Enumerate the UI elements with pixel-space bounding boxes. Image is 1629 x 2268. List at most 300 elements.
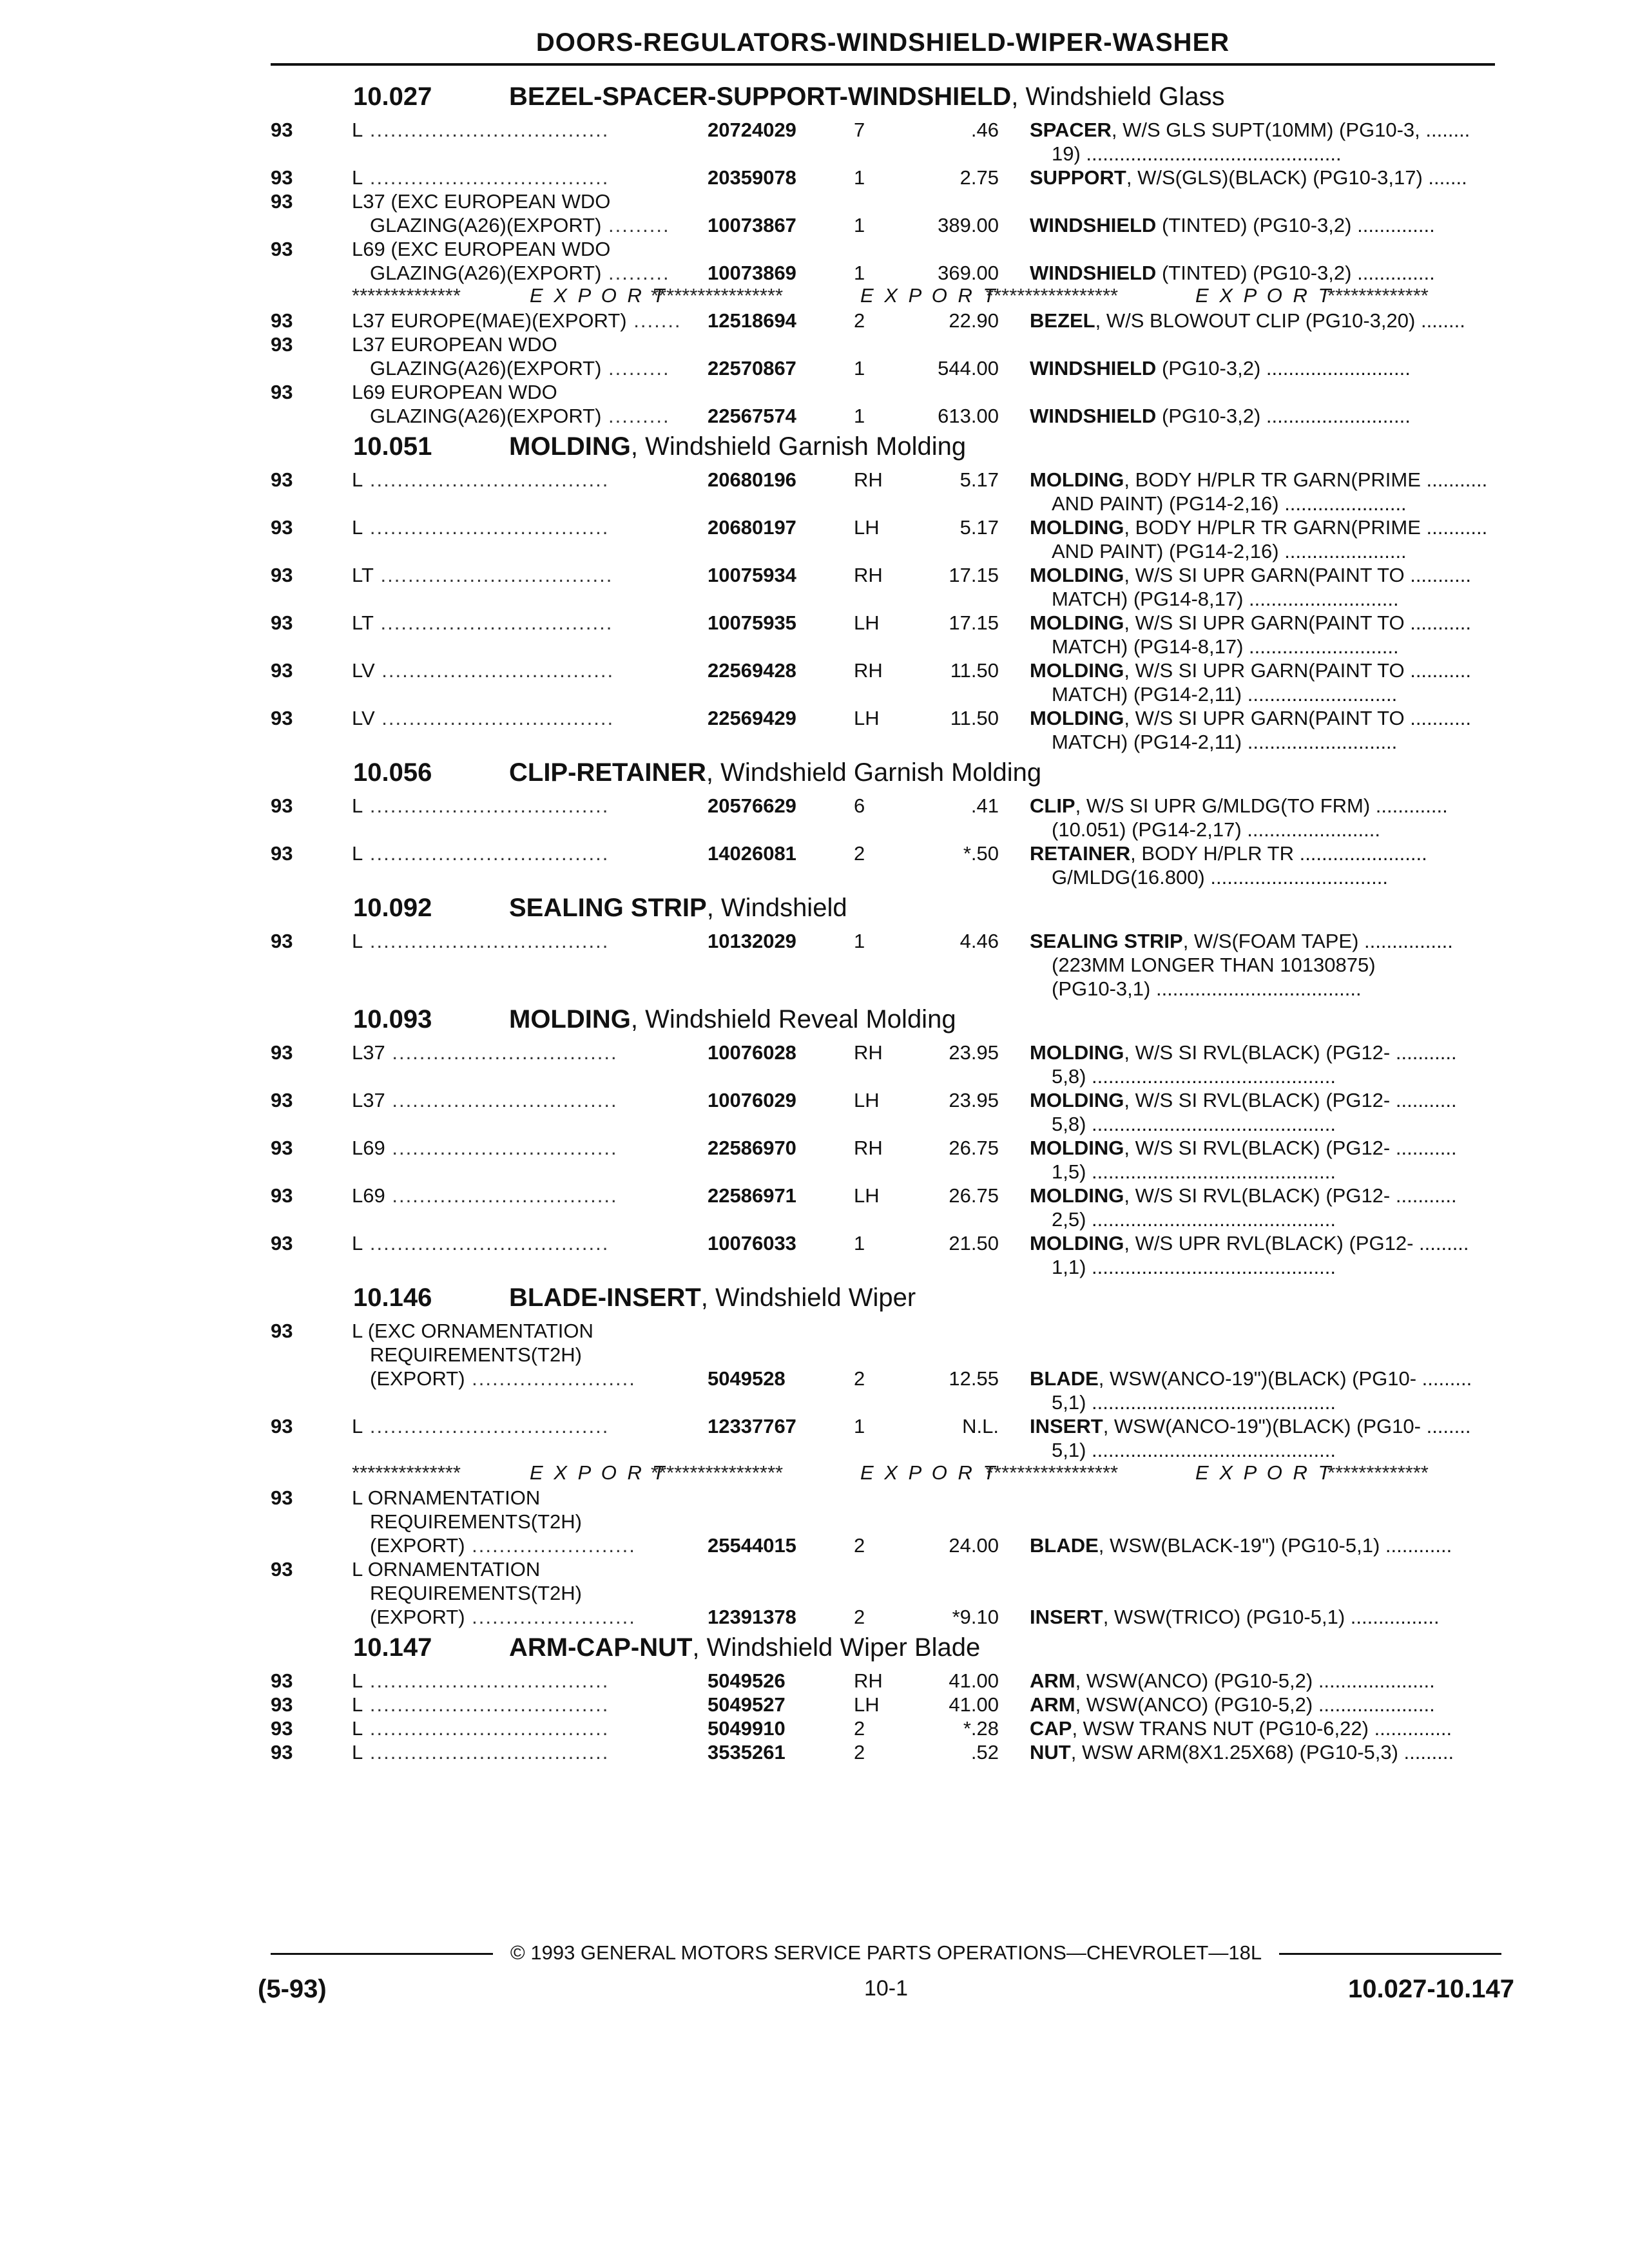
leader-dots: ........ — [1420, 1415, 1471, 1437]
section-title-subject: , Windshield Garnish Molding — [706, 758, 1042, 787]
table-row — [0, 467, 1629, 491]
price: 22.90 — [949, 309, 999, 332]
part-description — [1030, 357, 1411, 380]
usage-description — [370, 1367, 636, 1390]
leader-dots: ........... — [1404, 611, 1471, 634]
table-row — [0, 539, 1629, 562]
part-description — [1030, 1041, 1457, 1064]
usage-text: L — [352, 842, 363, 865]
section-title-part: CLIP-RETAINER — [509, 758, 706, 787]
part-description — [1052, 1391, 1336, 1414]
usage-description — [352, 1089, 618, 1112]
page-title: DOORS-REGULATORS-WINDSHIELD-WIPER-WASHER — [535, 28, 1230, 57]
part-description — [1052, 954, 1376, 977]
leader-dots: ........... — [1420, 516, 1488, 539]
leader-dots: ........... — [1390, 1089, 1457, 1111]
divider-stars: ***************** — [986, 284, 1119, 307]
model-year: 93 — [271, 190, 293, 213]
part-detail: , W/S SI UPR GARN(PAINT TO — [1124, 659, 1405, 682]
part-name: SUPPORT — [1030, 166, 1126, 189]
part-number: 12518694 — [708, 309, 796, 332]
leader-dots: ............. — [1370, 794, 1448, 817]
part-description — [1030, 611, 1471, 635]
price: N.L. — [962, 1415, 999, 1437]
quantity: 2 — [854, 842, 865, 865]
model-year: 93 — [271, 309, 293, 332]
usage-description — [352, 842, 609, 865]
usage-text: L ORNAMENTATION — [352, 1558, 541, 1581]
part-detail: , W/S SI UPR GARN(PAINT TO — [1124, 564, 1405, 586]
part-description — [1030, 1669, 1435, 1693]
leader-dots: .......................... — [1260, 405, 1411, 427]
usage-description — [352, 166, 609, 189]
section-number: 10.093 — [353, 1005, 432, 1033]
table-row — [0, 1692, 1629, 1716]
part-number: 22586971 — [708, 1184, 796, 1207]
leader-dots: .............. — [1351, 262, 1435, 284]
leader-dots: ................................... — [363, 516, 610, 539]
part-name: MOLDING — [1030, 1184, 1124, 1207]
table-row — [0, 817, 1629, 841]
part-number: 22567574 — [708, 405, 796, 427]
table-row — [0, 308, 1629, 332]
part-number: 22569428 — [708, 659, 796, 682]
section-title — [509, 432, 966, 461]
usage-description — [370, 1343, 582, 1367]
model-year: 93 — [271, 1232, 293, 1254]
usage-text: GLAZING(A26)(EXPORT) — [370, 357, 602, 380]
part-number: 20576629 — [708, 794, 796, 817]
export-label: E X P O R T — [860, 284, 998, 307]
price: 23.95 — [949, 1089, 999, 1111]
part-name: MOLDING — [1030, 1041, 1124, 1064]
section-title-subject: , Windshield Glass — [1011, 82, 1225, 111]
part-number: 5049528 — [708, 1367, 786, 1390]
model-year: 93 — [271, 1669, 293, 1692]
leader-dots: ........................... — [1243, 635, 1399, 658]
usage-text: L69 — [352, 1137, 385, 1159]
part-detail: 1,5) — [1052, 1160, 1086, 1183]
leader-dots: ........... — [1390, 1041, 1457, 1064]
copyright-notice: © 1993 GENERAL MOTORS SERVICE PARTS OPERATIONS—CHEVROLET—18L — [510, 1941, 1262, 1964]
leader-dots: ............................................ — [1086, 1208, 1336, 1231]
leader-dots: .............. — [1351, 214, 1435, 236]
part-detail: (TINTED) (PG10-3,2) — [1156, 214, 1352, 236]
quantity: RH — [854, 1137, 883, 1159]
usage-description — [352, 1741, 609, 1764]
table-row — [0, 928, 1629, 952]
model-year: 93 — [271, 1486, 293, 1509]
section-title-part: BEZEL-SPACER-SUPPORT-WINDSHIELD — [509, 82, 1012, 111]
usage-text: REQUIREMENTS(T2H) — [370, 1582, 582, 1604]
leader-dots: ..................... — [1313, 1669, 1435, 1692]
part-name: ARM — [1030, 1693, 1075, 1716]
leader-dots: ....................... — [1293, 842, 1427, 865]
part-detail: MATCH) (PG14-8,17) — [1052, 588, 1244, 610]
table-row — [0, 658, 1629, 682]
part-name: BLADE — [1030, 1367, 1099, 1390]
part-name: WINDSHIELD — [1030, 262, 1157, 284]
price: *.28 — [963, 1717, 999, 1740]
leader-dots: ...................... — [1278, 492, 1407, 515]
part-name: CLIP — [1030, 794, 1075, 817]
usage-description — [370, 262, 670, 285]
leader-dots: ................................. — [385, 1184, 618, 1207]
leader-dots: ..................................... — [1150, 977, 1362, 1000]
leader-dots: ........... — [1404, 659, 1471, 682]
table-row — [0, 1668, 1629, 1692]
quantity: 1 — [854, 262, 865, 284]
part-name: MOLDING — [1030, 564, 1124, 586]
price: 21.50 — [949, 1232, 999, 1254]
part-detail: , BODY H/PLR TR GARN(PRIME — [1124, 468, 1421, 491]
part-description — [1030, 1741, 1454, 1764]
price: 41.00 — [949, 1669, 999, 1692]
leader-dots: ........................... — [1242, 683, 1398, 706]
model-year: 93 — [271, 166, 293, 189]
model-year: 93 — [271, 707, 293, 729]
leader-dots: ................................... — [363, 1741, 610, 1763]
part-name: MOLDING — [1030, 1089, 1124, 1111]
part-description — [1052, 866, 1388, 889]
part-description — [1030, 707, 1471, 730]
divider-stars: ************* — [1327, 1461, 1429, 1484]
table-row — [0, 141, 1629, 165]
leader-dots: ................................ — [1204, 866, 1388, 889]
table-row — [0, 1390, 1629, 1414]
usage-text: L69 EUROPEAN WDO — [352, 381, 557, 403]
part-name: NUT — [1030, 1741, 1071, 1763]
price: 544.00 — [938, 357, 999, 380]
part-description — [1030, 468, 1487, 492]
table-row — [0, 1485, 1629, 1509]
part-number: 20680196 — [708, 468, 796, 491]
part-number: 25544015 — [708, 1534, 796, 1557]
part-detail: MATCH) (PG14-2,11) — [1052, 731, 1242, 753]
leader-dots: ........................ — [1241, 818, 1380, 841]
leader-dots: ................................... — [363, 119, 610, 141]
section-title-part: MOLDING — [509, 432, 631, 461]
table-row — [0, 332, 1629, 356]
usage-text: REQUIREMENTS(T2H) — [370, 1510, 582, 1533]
usage-description — [352, 309, 682, 332]
table-row — [0, 117, 1629, 141]
price: 17.15 — [949, 564, 999, 586]
table-row — [0, 1231, 1629, 1254]
divider-stars: ************** — [352, 284, 461, 307]
leader-dots: ........... — [1404, 564, 1471, 586]
table-row — [0, 491, 1629, 515]
usage-description — [352, 1693, 609, 1716]
usage-text: (EXPORT) — [370, 1534, 465, 1557]
part-description — [1052, 1113, 1336, 1136]
usage-description — [352, 1184, 618, 1207]
table-row — [0, 610, 1629, 634]
model-year: 93 — [271, 1717, 293, 1740]
part-description — [1052, 142, 1342, 166]
part-description — [1030, 1693, 1435, 1716]
table-row — [0, 1716, 1629, 1740]
part-description — [1030, 1367, 1472, 1390]
price: 41.00 — [949, 1693, 999, 1716]
leader-dots: ......... — [601, 357, 670, 380]
part-name: INSERT — [1030, 1415, 1103, 1437]
table-row — [0, 952, 1629, 976]
usage-text: GLAZING(A26)(EXPORT) — [370, 405, 602, 427]
part-name: SPACER — [1030, 119, 1112, 141]
table-row — [0, 865, 1629, 889]
part-number: 5049526 — [708, 1669, 786, 1692]
part-detail: 2,5) — [1052, 1208, 1086, 1231]
section-title-subject: , Windshield Reveal Molding — [630, 1005, 956, 1033]
price: 5.17 — [959, 516, 999, 539]
table-row — [0, 729, 1629, 753]
part-description — [1030, 516, 1487, 539]
revision-date: (5-93) — [258, 1975, 327, 2003]
part-name: INSERT — [1030, 1606, 1103, 1628]
usage-text: L — [352, 930, 363, 952]
usage-text: L — [352, 1232, 363, 1254]
usage-text: L — [352, 794, 363, 817]
quantity: RH — [854, 468, 883, 491]
usage-text: L69 (EXC EUROPEAN WDO — [352, 238, 611, 260]
usage-description — [352, 1041, 618, 1064]
usage-text: L — [352, 166, 363, 189]
table-row — [0, 1159, 1629, 1183]
part-description — [1030, 1232, 1469, 1255]
leader-dots: ............................................ — [1086, 1256, 1336, 1278]
usage-text: L — [352, 1741, 363, 1763]
usage-description — [370, 1510, 582, 1533]
part-number: 10073869 — [708, 262, 796, 284]
price: 11.50 — [950, 707, 999, 729]
table-row — [0, 1135, 1629, 1159]
part-number: 10076029 — [708, 1089, 796, 1111]
leader-dots: ................................... — [363, 166, 610, 189]
usage-description — [352, 1558, 540, 1581]
section-number: 10.027 — [353, 82, 432, 111]
part-description — [1030, 214, 1435, 237]
leader-dots: ........................... — [1242, 731, 1398, 753]
part-detail: , W/S SI UPR G/MLDG(TO FRM) — [1075, 794, 1371, 817]
section-number: 10.051 — [353, 432, 432, 461]
leader-dots: ......... — [601, 405, 670, 427]
table-row — [0, 189, 1629, 213]
section-number: 10.092 — [353, 894, 432, 922]
model-year: 93 — [271, 1041, 293, 1064]
table-row — [0, 403, 1629, 427]
usage-description — [352, 381, 557, 404]
part-detail: AND PAINT) (PG14-2,16) — [1052, 492, 1279, 515]
part-name: WINDSHIELD — [1030, 405, 1157, 427]
part-number: 10075935 — [708, 611, 796, 634]
price: *.50 — [963, 842, 999, 865]
table-row — [0, 260, 1629, 284]
part-detail: , WSW(ANCO-19")(BLACK) (PG10- — [1098, 1367, 1417, 1390]
usage-description — [352, 190, 610, 213]
section-heading — [0, 753, 1629, 793]
usage-text: L37 EUROPEAN WDO — [352, 333, 557, 356]
table-row — [0, 586, 1629, 610]
quantity: LH — [854, 707, 880, 729]
leader-dots: ......... — [1416, 1367, 1472, 1390]
table-row — [0, 380, 1629, 403]
usage-description — [352, 333, 557, 356]
quantity: 1 — [854, 930, 865, 952]
part-description — [1030, 1534, 1452, 1557]
part-detail: , W/S(GLS)(BLACK) (PG10-3,17) — [1126, 166, 1423, 189]
model-year: 93 — [271, 1558, 293, 1581]
part-number: 12337767 — [708, 1415, 796, 1437]
table-row — [0, 515, 1629, 539]
section-title-part: SEALING STRIP — [509, 894, 707, 922]
leader-dots: ................................. — [385, 1137, 618, 1159]
leader-dots: ................................... — [363, 1693, 610, 1716]
part-detail: , W/S SI UPR GARN(PAINT TO — [1124, 611, 1405, 634]
part-detail: G/MLDG(16.800) — [1052, 866, 1205, 889]
leader-dots: ................................... — [363, 1717, 610, 1740]
usage-description — [352, 119, 609, 142]
price: 5.17 — [959, 468, 999, 491]
part-detail: 5,1) — [1052, 1391, 1086, 1414]
export-divider — [0, 284, 1629, 308]
usage-description — [352, 1320, 593, 1343]
usage-description — [352, 468, 609, 492]
part-description — [1052, 683, 1397, 706]
table-row — [0, 1318, 1629, 1342]
quantity: 1 — [854, 1232, 865, 1254]
price: .46 — [970, 119, 999, 141]
section-title — [509, 1005, 956, 1034]
leader-dots: ............................................ — [1086, 1160, 1336, 1183]
part-number: 20359078 — [708, 166, 796, 189]
part-number: 10076028 — [708, 1041, 796, 1064]
price: 12.55 — [949, 1367, 999, 1390]
part-description — [1030, 842, 1427, 865]
table-row — [0, 1342, 1629, 1366]
part-name: MOLDING — [1030, 611, 1124, 634]
section-heading — [0, 77, 1629, 117]
part-detail: AND PAINT) (PG14-2,16) — [1052, 540, 1279, 562]
quantity: RH — [854, 1669, 883, 1692]
section-title — [509, 82, 1225, 111]
model-year: 93 — [271, 119, 293, 141]
part-detail: , W/S UPR RVL(BLACK) (PG12- — [1124, 1232, 1414, 1254]
part-number: 10132029 — [708, 930, 796, 952]
part-detail: (PG10-3,1) — [1052, 977, 1151, 1000]
usage-description — [352, 238, 610, 261]
usage-description — [352, 1137, 618, 1160]
footer-rule-left — [271, 1953, 493, 1955]
part-description — [1052, 588, 1399, 611]
leader-dots: ................ — [1358, 930, 1453, 952]
quantity: 1 — [854, 214, 865, 236]
table-row — [0, 682, 1629, 706]
section-heading — [0, 889, 1629, 928]
section-title — [509, 894, 847, 923]
leader-dots: ............................................ — [1086, 1065, 1336, 1088]
part-description — [1052, 1256, 1336, 1279]
part-name: ARM — [1030, 1669, 1075, 1692]
table-row — [0, 213, 1629, 236]
model-year: 93 — [271, 381, 293, 403]
usage-text: LT — [352, 564, 374, 586]
part-detail: 5,8) — [1052, 1113, 1086, 1135]
part-detail: , W/S SI RVL(BLACK) (PG12- — [1124, 1184, 1391, 1207]
section-number: 10.146 — [353, 1283, 432, 1312]
export-label: E X P O R T — [530, 284, 668, 307]
part-number: 22586970 — [708, 1137, 796, 1159]
leader-dots: ................................. — [385, 1041, 618, 1064]
part-name: CAP — [1030, 1717, 1072, 1740]
divider-stars: ***************** — [986, 1461, 1119, 1484]
price: 23.95 — [949, 1041, 999, 1064]
usage-text: L37 — [352, 1089, 385, 1111]
table-row — [0, 1740, 1629, 1763]
part-number: 22570867 — [708, 357, 796, 380]
table-row — [0, 1533, 1629, 1557]
part-detail: , W/S SI UPR GARN(PAINT TO — [1124, 707, 1405, 729]
quantity: 1 — [854, 357, 865, 380]
section-title-part: MOLDING — [509, 1005, 631, 1033]
part-detail: , WSW ARM(8X1.25X68) (PG10-5,3) — [1070, 1741, 1398, 1763]
table-row — [0, 1509, 1629, 1533]
part-number: 10075934 — [708, 564, 796, 586]
part-number: 20724029 — [708, 119, 796, 141]
leader-dots: ............................................ — [1086, 1113, 1336, 1135]
part-description — [1052, 731, 1397, 754]
part-detail: , WSW(ANCO) (PG10-5,2) — [1075, 1669, 1313, 1692]
part-detail: (TINTED) (PG10-3,2) — [1156, 262, 1352, 284]
table-row — [0, 1366, 1629, 1390]
usage-description — [352, 794, 609, 818]
usage-description — [352, 1717, 609, 1740]
model-year: 93 — [271, 516, 293, 539]
usage-description — [370, 214, 670, 237]
table-row — [0, 1604, 1629, 1628]
price: 24.00 — [949, 1534, 999, 1557]
usage-description — [352, 1415, 609, 1438]
quantity: RH — [854, 564, 883, 586]
table-row — [0, 1088, 1629, 1111]
model-year: 93 — [271, 842, 293, 865]
quantity: LH — [854, 611, 880, 634]
model-year: 93 — [271, 564, 293, 586]
part-name: BLADE — [1030, 1534, 1099, 1557]
part-detail: , W/S SI RVL(BLACK) (PG12- — [1124, 1041, 1391, 1064]
part-detail: (10.051) (PG14-2,17) — [1052, 818, 1242, 841]
footer-rule-right — [1279, 1953, 1501, 1955]
part-description — [1052, 818, 1380, 841]
section-number: 10.056 — [353, 758, 432, 787]
section-title-subject: , Windshield Wiper — [700, 1283, 916, 1312]
usage-text: L — [352, 1415, 363, 1437]
section-title — [509, 1633, 980, 1662]
quantity: RH — [854, 1041, 883, 1064]
usage-description — [352, 707, 614, 730]
part-description — [1030, 1606, 1440, 1629]
leader-dots: ........... — [1390, 1137, 1457, 1159]
quantity: 7 — [854, 119, 865, 141]
part-number: 20680197 — [708, 516, 796, 539]
part-description — [1052, 1439, 1336, 1462]
section-heading — [0, 1628, 1629, 1668]
part-description — [1030, 1415, 1470, 1438]
divider-stars: ************** — [352, 1461, 461, 1484]
leader-dots: ................................... — [363, 842, 610, 865]
price: .52 — [970, 1741, 999, 1763]
model-year: 93 — [271, 468, 293, 491]
